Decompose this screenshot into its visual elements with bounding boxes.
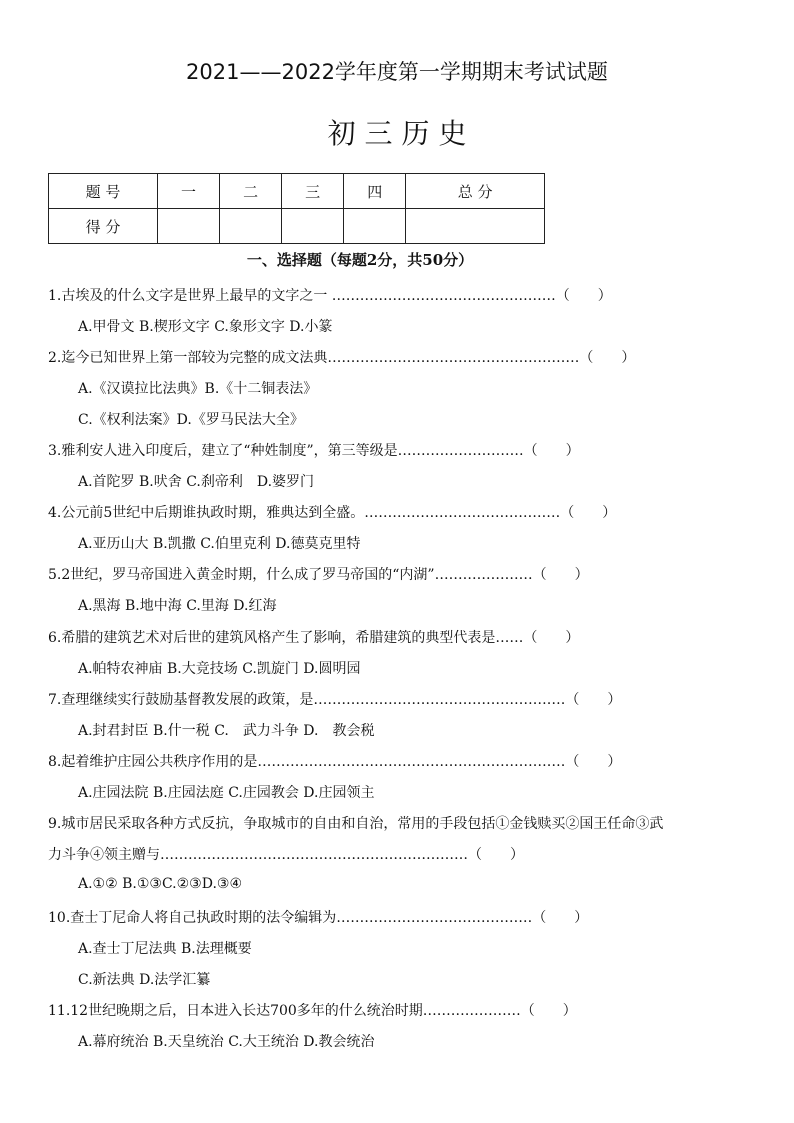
question-text: 3.雅利安人进入印度后，建立了“种姓制度”，第三等级是………………………（ ）	[48, 443, 580, 459]
score-cell: 题 号	[49, 174, 158, 209]
question-options: A.庄园法院 B.庄园法庭 C.庄园教会 D.庄园领主	[78, 785, 375, 801]
score-table-score-row	[49, 209, 545, 244]
score-cell: 一	[158, 174, 220, 209]
question-options: A.①② B.①③C.②③D.③④	[78, 876, 242, 892]
question-options: A.幕府统治 B.天皇统治 C.大王统治 D.教会统治	[78, 1034, 375, 1050]
question-text: 6.希腊的建筑艺术对后世的建筑风格产生了影响，希腊建筑的典型代表是……（ ）	[48, 630, 580, 646]
question-text: 10.查士丁尼命人将自己执政时期的法令编辑为……………………………………（ ）	[48, 910, 589, 926]
question-text: 4.公元前5世纪中后期谁执政时期，雅典达到全盛。……………………………………（ ）	[48, 505, 617, 521]
question-options: A.甲骨文 B.楔形文字 C.象形文字 D.小篆	[78, 319, 333, 335]
score-input-cell[interactable]	[220, 209, 282, 244]
score-cell: 总 分	[406, 174, 545, 209]
question-options: A.《汉谟拉比法典》B.《十二铜表法》	[78, 381, 318, 397]
question-options: C.《权利法案》D.《罗马民法大全》	[78, 412, 304, 428]
question-options: A.查士丁尼法典 B.法理概要	[78, 941, 252, 957]
question-text: 7.查理继续实行鼓励基督教发展的政策，是………………………………………………（ ）	[48, 692, 622, 708]
score-cell: 二	[220, 174, 282, 209]
exam-title: 2021——2022学年度第一学期期末考试试题	[186, 60, 608, 84]
score-cell: 三	[282, 174, 344, 209]
score-input-cell[interactable]	[344, 209, 406, 244]
score-input-cell[interactable]	[158, 209, 220, 244]
score-input-cell[interactable]	[406, 209, 545, 244]
question-options: C.新法典 D.法学汇纂	[78, 972, 211, 988]
section-title: 一、选择题（每题2分，共50分）	[246, 251, 474, 269]
question-text-continued: 力斗争④领主赠与…………………………………………………………（ ）	[48, 847, 524, 863]
question-options: A.黑海 B.地中海 C.里海 D.红海	[78, 598, 277, 614]
question-options: A.亚历山大 B.凯撒 C.伯里克利 D.德莫克里特	[78, 536, 361, 552]
question-text: 1.古埃及的什么文字是世界上最早的文字之一 …………………………………………（ ）	[48, 288, 612, 304]
score-table-header-row	[49, 174, 545, 209]
score-table	[48, 173, 545, 244]
question-text: 8.起着维护庄园公共秩序作用的是…………………………………………………………（ ）	[48, 754, 622, 770]
question-options: A.封君封臣 B.什一税 C. 武力斗争 D. 教会税	[78, 723, 375, 739]
score-cell: 四	[344, 174, 406, 209]
question-text: 9.城市居民采取各种方式反抗，争取城市的自由和自治，常用的手段包括①金钱赎买②国王任命③武	[48, 816, 664, 832]
question-text: 5.2世纪，罗马帝国进入黄金时期，什么成了罗马帝国的“内湖”…………………（ ）	[48, 567, 589, 583]
exam-subject: 初 三 历 史	[327, 117, 467, 150]
score-cell: 得 分	[49, 209, 158, 244]
question-options: A.首陀罗 B.吠舍 C.刹帝利 D.婆罗门	[78, 474, 315, 490]
score-input-cell[interactable]	[282, 209, 344, 244]
question-options: A.帕特农神庙 B.大竞技场 C.凯旋门 D.圆明园	[78, 661, 361, 677]
question-text: 11.12世纪晚期之后，日本进入长达700多年的什么统治时期…………………（ ）	[48, 1003, 577, 1019]
question-text: 2.迄今已知世界上第一部较为完整的成文法典………………………………………………（ ）	[48, 350, 636, 366]
